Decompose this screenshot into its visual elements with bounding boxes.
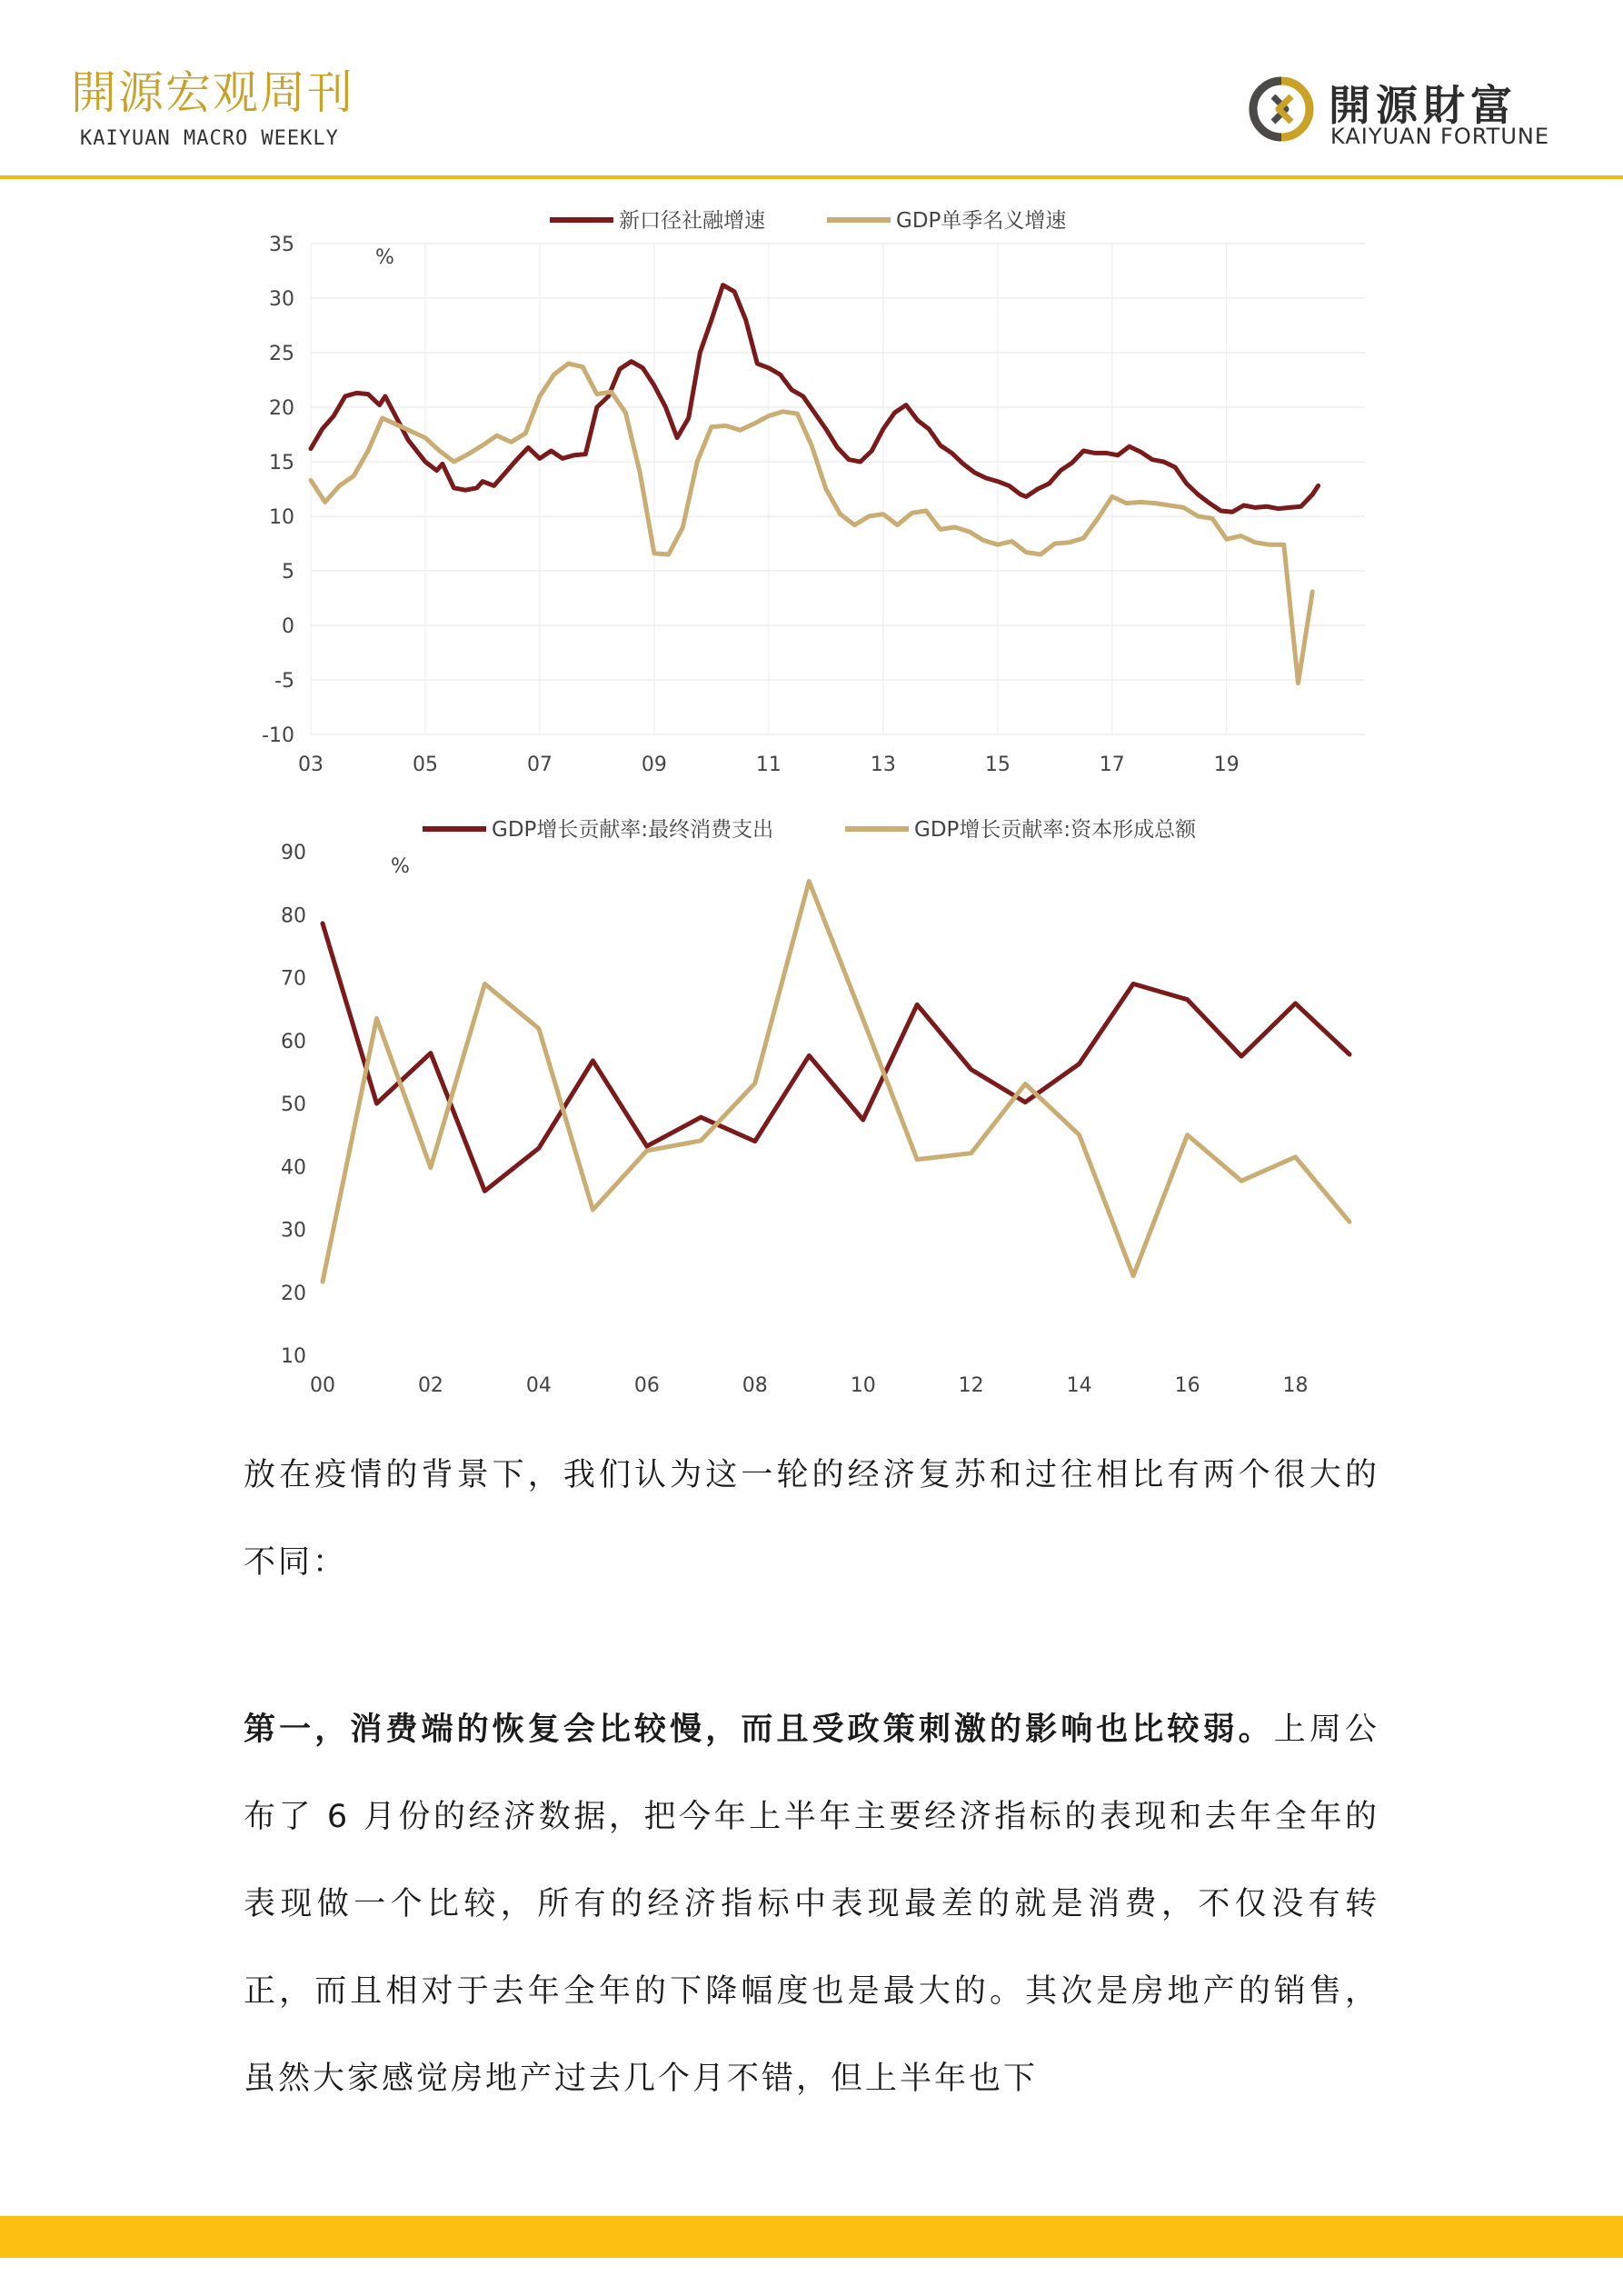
y-unit-label: % [391, 855, 410, 878]
body-paragraph-1 [244, 1432, 1379, 1606]
y-unit-label: % [375, 246, 394, 269]
series-line-1 [323, 923, 1349, 1191]
logo-english-text: KAIYUAN FORTUNE [1330, 124, 1550, 149]
y-tick-label: 15 [269, 452, 294, 474]
y-tick-label: 10 [269, 506, 294, 529]
chart-gdp-contribution [254, 800, 1381, 1400]
x-tick-label: 09 [641, 754, 667, 776]
x-tick-label: 08 [742, 1374, 768, 1397]
y-tick-label: 0 [282, 615, 294, 638]
series-line-1 [311, 285, 1319, 513]
x-tick-label: 14 [1066, 1374, 1092, 1397]
x-tick-label: 06 [633, 1374, 660, 1397]
publication-subtitle: KAIYUAN MACRO WEEKLY [80, 127, 339, 150]
paragraph-text: 放在疫情的背景下，我们认为这一轮的经济复苏和过往相比有两个很大的不同： [244, 1457, 1379, 1581]
x-tick-label: 03 [298, 754, 324, 776]
x-tick-label: 05 [412, 754, 438, 776]
y-tick-label: 10 [281, 1345, 306, 1368]
y-tick-label: 20 [269, 397, 294, 420]
kaiyuan-fortune-logo [1245, 73, 1554, 155]
series-line-2 [323, 882, 1349, 1283]
x-tick-label: 13 [870, 754, 896, 776]
y-tick-label: 40 [281, 1156, 306, 1180]
x-tick-label: 00 [310, 1374, 335, 1397]
y-tick-label: 80 [281, 904, 306, 928]
legend-label: GDP单季名义增速 [896, 209, 1067, 233]
legend-label: 新口径社融增速 [619, 209, 765, 233]
y-tick-label: 30 [281, 1219, 306, 1243]
y-tick-label: 20 [281, 1282, 306, 1305]
paragraph-text [244, 1686, 1379, 2122]
x-tick-label: 15 [984, 754, 1011, 776]
x-tick-label: 02 [417, 1374, 443, 1397]
chart-1-svg [245, 195, 1381, 777]
y-tick-label: 70 [281, 967, 306, 991]
paragraph-rest: 上周公布了 6 月份的经济数据，把今年上半年主要经济指标的表现和去年全年的表现做一个比较，所有的经济指标中表现最差的就是消费，不仅没有转正，而且相对于去年全年的下降幅度也是最大的。其次是房地产的销售，虽然大家感觉房地产过去几个月不错，但上半年也下 [244, 1712, 1379, 2097]
y-tick-label: 50 [281, 1093, 306, 1116]
x-tick-label: 12 [958, 1374, 984, 1397]
x-tick-label: 07 [526, 754, 553, 776]
logo-chinese-text: 開源財富 [1329, 81, 1518, 130]
footer-band [0, 2216, 1623, 2258]
y-tick-label: -5 [274, 670, 294, 693]
chart-social-financing-vs-gdp [245, 195, 1381, 777]
x-tick-label: 11 [755, 754, 782, 776]
x-tick-label: 04 [525, 1374, 552, 1397]
publication-title: 開源宏观周刊 [71, 66, 354, 119]
y-tick-label: 35 [269, 234, 294, 256]
x-tick-label: 18 [1282, 1374, 1309, 1397]
legend-label: GDP增长贡献率:资本形成总额 [914, 818, 1197, 842]
y-tick-label: 5 [282, 561, 294, 584]
x-tick-label: 16 [1174, 1374, 1200, 1397]
x-tick-label: 10 [850, 1374, 876, 1397]
legend-label: GDP增长贡献率:最终消费支出 [492, 818, 774, 842]
y-tick-label: 30 [269, 288, 294, 311]
body-paragraph-2 [244, 1686, 1379, 2122]
y-tick-label: 60 [281, 1030, 306, 1053]
logo-mark-icon [1245, 73, 1318, 145]
chart-2-svg [254, 800, 1381, 1400]
y-tick-label: 25 [269, 343, 294, 365]
header-divider [0, 175, 1623, 179]
x-tick-label: 19 [1213, 754, 1240, 776]
y-tick-label: 90 [281, 842, 306, 864]
y-tick-label: -10 [262, 724, 294, 747]
paragraph-bold-lead: 第一，消费端的恢复会比较慢，而且受政策刺激的影响也比较弱。 [244, 1712, 1274, 1748]
x-tick-label: 17 [1099, 754, 1125, 776]
